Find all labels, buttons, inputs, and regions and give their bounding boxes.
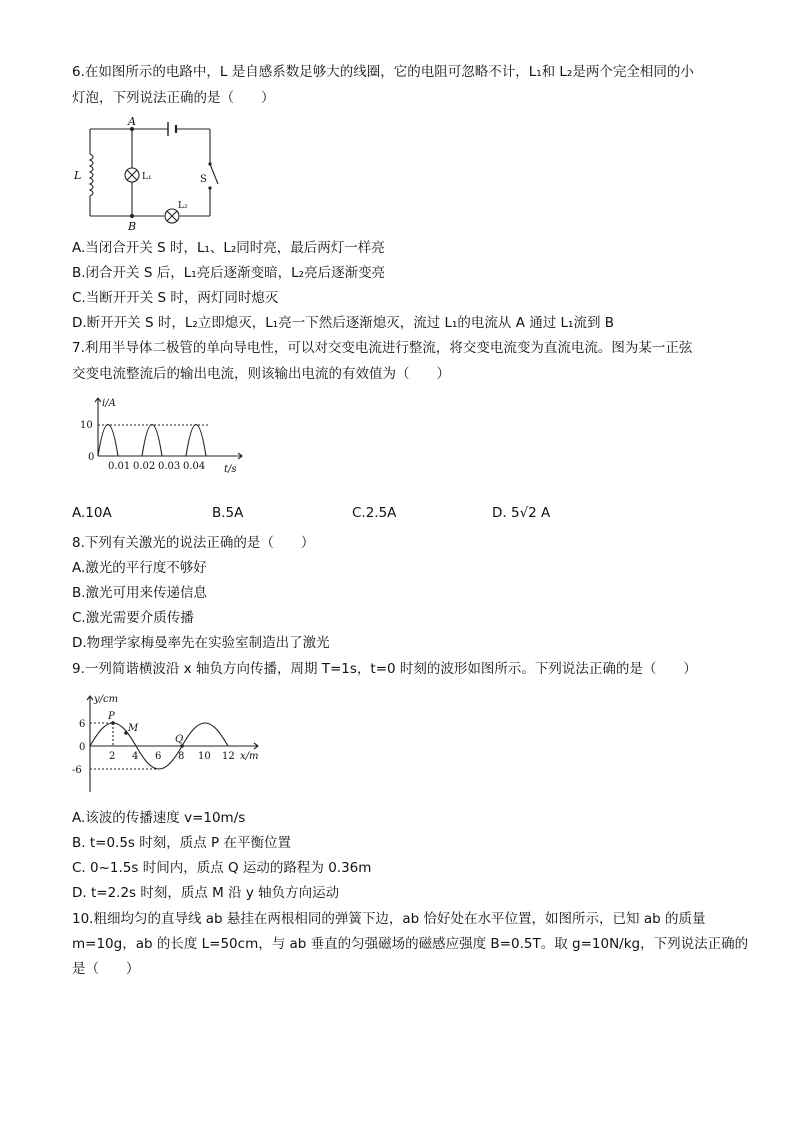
- q7-y-axis-label: i/A: [102, 398, 116, 409]
- q9-x-tick-12: 12: [222, 751, 235, 762]
- q8-option-a: A.激光的平行度不够好: [72, 560, 207, 576]
- q9-y-tick-0: 0: [79, 742, 86, 753]
- q10-stem-line1: 10.粗细均匀的直导线 ab 悬挂在两根相同的弹簧下边，ab 恰好处在水平位置，如图所示，已知 ab 的质量: [72, 911, 706, 927]
- point-q-label: Q: [175, 734, 184, 745]
- q9-x-axis-label: x/m: [240, 751, 259, 762]
- q7-x-axis-label: t/s: [224, 464, 237, 475]
- q7-current-graph: [72, 392, 252, 476]
- q9-x-tick-6: 6: [155, 751, 162, 762]
- q7-origin-label: 0: [88, 452, 95, 463]
- q9-x-tick-4: 4: [132, 751, 139, 762]
- q9-option-c: C. 0~1.5s 时间内，质点 Q 运动的路程为 0.36m: [72, 860, 372, 876]
- q8-stem: 8.下列有关激光的说法正确的是（ ）: [72, 535, 315, 551]
- point-p-label: P: [108, 711, 115, 722]
- q7-x-tick-0.03: 0.03: [158, 461, 181, 472]
- q9-wave-graph: [72, 688, 272, 798]
- coil-label: L: [74, 169, 82, 182]
- q10-stem-line2: m=10g，ab 的长度 L=50cm，与 ab 垂直的匀强磁场的磁感应强度 B=0.5T。取 g=10N/kg，下列说法正确的: [72, 936, 749, 952]
- q8-option-d: D.物理学家梅曼率先在实验室制造出了激光: [72, 635, 330, 651]
- q7-option-b: B.5A: [212, 505, 244, 521]
- q9-y-axis-label: y/cm: [94, 694, 119, 705]
- q6-option-a: A.当闭合开关 S 时，L₁、L₂同时亮，最后两灯一样亮: [72, 240, 385, 256]
- lamp-l2-label: L₂: [178, 201, 188, 211]
- point-m-label: M: [128, 723, 139, 734]
- q7-option-d: D. 5√2 A: [492, 505, 551, 521]
- q7-option-a: A.10A: [72, 505, 112, 521]
- q6-circuit-diagram: [72, 116, 222, 234]
- q8-option-b: B.激光可用来传递信息: [72, 585, 208, 601]
- q8-option-c: C.激光需要介质传播: [72, 610, 194, 626]
- q10-stem-line3: 是（ ）: [72, 961, 140, 977]
- q7-stem-line1: 7.利用半导体二极管的单向导电性，可以对交变电流进行整流，将交变电流变为直流电流。图为某一正弦: [72, 340, 693, 356]
- q7-x-tick-0.04: 0.04: [183, 461, 206, 472]
- q9-x-tick-10: 10: [198, 751, 211, 762]
- q7-option-c: C.2.5A: [352, 505, 397, 521]
- node-a-label: A: [128, 116, 136, 128]
- q7-x-tick-0.01: 0.01: [108, 461, 131, 472]
- q6-option-b: B.闭合开关 S 后，L₁亮后逐渐变暗，L₂亮后逐渐变亮: [72, 265, 386, 281]
- q6-option-c: C.当断开开关 S 时，两灯同时熄灭: [72, 290, 279, 306]
- q6-option-d: D.断开开关 S 时，L₂立即熄灭，L₁亮一下然后逐渐熄灭，流过 L₁的电流从 A 通过 L₁流到 B: [72, 315, 615, 331]
- q9-x-tick-8: 8: [178, 751, 185, 762]
- q9-option-d: D. t=2.2s 时刻，质点 M 沿 y 轴负方向运动: [72, 885, 340, 901]
- lamp-l1-label: L₁: [142, 172, 152, 182]
- node-b-label: B: [128, 220, 137, 233]
- q9-y-tick-neg6: -6: [72, 765, 82, 776]
- switch-label: S: [200, 174, 207, 185]
- q6-stem-line2: 灯泡，下列说法正确的是（ ）: [72, 90, 275, 106]
- q9-option-a: A.该波的传播速度 v=10m/s: [72, 810, 246, 826]
- q6-stem-line1: 6.在如图所示的电路中，L 是自感系数足够大的线圈，它的电阻可忽略不计，L₁和 L₂是两个完全相同的小: [72, 64, 694, 80]
- q7-y-tick-10: 10: [80, 420, 93, 431]
- q7-stem-line2: 交变电流整流后的输出电流，则该输出电流的有效值为（ ）: [72, 366, 450, 382]
- q9-option-b: B. t=0.5s 时刻，质点 P 在平衡位置: [72, 835, 291, 851]
- q9-x-tick-2: 2: [109, 751, 116, 762]
- q9-y-tick-6: 6: [79, 719, 86, 730]
- q7-x-tick-0.02: 0.02: [133, 461, 156, 472]
- q9-stem: 9.一列简谐横波沿 x 轴负方向传播，周期 T=1s，t=0 时刻的波形如图所示。下列说法正确的是（ ）: [72, 661, 697, 677]
